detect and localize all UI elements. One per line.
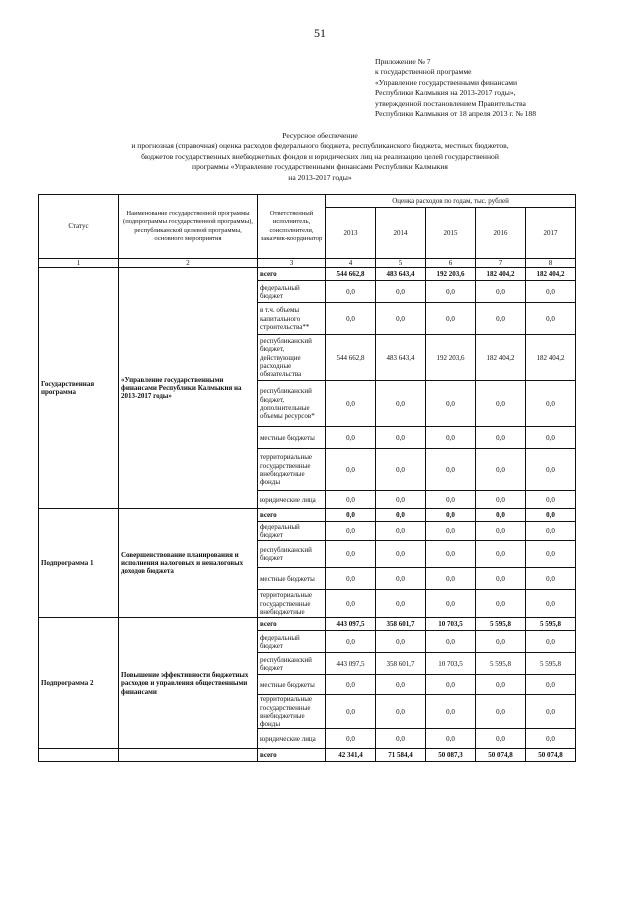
value-cell: 0,0 <box>326 522 376 541</box>
resource-table <box>38 194 576 762</box>
col-number: 7 <box>476 259 526 268</box>
value-cell: 0,0 <box>376 303 426 335</box>
status-cell: Государственная программа <box>39 268 119 509</box>
funding-source-cell: местные бюджеты <box>258 568 326 590</box>
value-cell: 0,0 <box>376 729 426 749</box>
value-cell: 0,0 <box>376 541 426 568</box>
funding-source-cell: республиканский бюджет <box>258 653 326 675</box>
value-cell: 0,0 <box>476 675 526 695</box>
value-cell: 0,0 <box>476 695 526 729</box>
title-line: на 2013-2017 годы» <box>288 172 352 182</box>
value-cell: 5 595,8 <box>526 618 576 631</box>
value-cell: 182 404,2 <box>526 335 576 381</box>
funding-source-cell: республиканский бюджет <box>258 541 326 568</box>
value-cell: 0,0 <box>326 695 376 729</box>
value-cell: 544 662,8 <box>326 268 376 281</box>
funding-source-cell: всего <box>258 618 326 631</box>
funding-source-cell: всего <box>258 268 326 281</box>
funding-source-cell: юридические лица <box>258 729 326 749</box>
value-cell: 50 087,3 <box>426 749 476 762</box>
value-cell: 0,0 <box>426 491 476 509</box>
value-cell: 0,0 <box>526 491 576 509</box>
value-cell: 10 703,5 <box>426 653 476 675</box>
funding-source-cell: территориальные государственные внебюджетные <box>258 590 326 618</box>
header-year: 2014 <box>376 208 426 259</box>
title-line: Ресурсное обеспечение <box>282 131 358 140</box>
title-line: программы «Управление государственными финансами Республики Калмыкия <box>192 162 448 172</box>
value-cell: 0,0 <box>426 449 476 491</box>
value-cell: 0,0 <box>426 695 476 729</box>
col-number: 5 <box>376 259 426 268</box>
value-cell: 192 203,6 <box>426 335 476 381</box>
value-cell: 0,0 <box>526 568 576 590</box>
value-cell: 0,0 <box>426 590 476 618</box>
header-name: Наименование государственной программы (подпрограммы государственной программы), республиканской целевой программы, основного мероприятия <box>119 195 258 259</box>
table-row <box>39 268 576 281</box>
value-cell: 0,0 <box>426 509 476 522</box>
value-cell: 0,0 <box>526 729 576 749</box>
value-cell: 50 074,8 <box>526 749 576 762</box>
funding-source-cell: в т.ч. объемы капитального строительства** <box>258 303 326 335</box>
value-cell: 0,0 <box>326 509 376 522</box>
page-number: 51 <box>314 26 326 40</box>
value-cell: 0,0 <box>526 303 576 335</box>
value-cell: 483 643,4 <box>376 335 426 381</box>
appendix-line: к государственной программе <box>375 67 472 77</box>
col-number: 3 <box>258 259 326 268</box>
value-cell: 0,0 <box>426 522 476 541</box>
header-year: 2017 <box>526 208 576 259</box>
value-cell: 0,0 <box>326 449 376 491</box>
header-status: Статус <box>39 195 119 259</box>
value-cell: 0,0 <box>376 522 426 541</box>
table-row <box>39 749 576 762</box>
value-cell: 0,0 <box>376 427 426 449</box>
funding-source-cell: территориальные государственные внебюджетные фонды <box>258 695 326 729</box>
value-cell: 544 662,8 <box>326 335 376 381</box>
value-cell: 0,0 <box>526 522 576 541</box>
value-cell: 0,0 <box>526 695 576 729</box>
col-number: 1 <box>39 259 119 268</box>
value-cell: 0,0 <box>426 281 476 303</box>
funding-source-cell: всего <box>258 509 326 522</box>
value-cell: 0,0 <box>326 381 376 427</box>
value-cell: 0,0 <box>326 303 376 335</box>
value-cell: 0,0 <box>326 568 376 590</box>
value-cell: 0,0 <box>426 303 476 335</box>
col-number: 4 <box>326 259 376 268</box>
value-cell: 0,0 <box>376 695 426 729</box>
program-name-cell: Повышение эффективности бюджетных расходов и управления общественными финансами <box>119 618 258 749</box>
program-name-cell: «Управление государственными финансами Республики Калмыкия на 2013-2017 годы» <box>119 268 258 509</box>
col-number: 6 <box>426 259 476 268</box>
value-cell: 0,0 <box>376 590 426 618</box>
value-cell: 0,0 <box>326 729 376 749</box>
value-cell: 42 341,4 <box>326 749 376 762</box>
funding-source-cell: территориальные государственные внебюджетные фонды <box>258 449 326 491</box>
header-estimate: Оценка расходов по годам, тыс. рублей <box>326 195 576 208</box>
value-cell: 5 595,8 <box>476 653 526 675</box>
value-cell: 0,0 <box>376 381 426 427</box>
value-cell: 0,0 <box>326 427 376 449</box>
value-cell: 182 404,2 <box>476 268 526 281</box>
value-cell: 358 601,7 <box>376 618 426 631</box>
value-cell: 358 601,7 <box>376 653 426 675</box>
value-cell: 182 404,2 <box>476 335 526 381</box>
value-cell: 0,0 <box>376 491 426 509</box>
value-cell: 0,0 <box>476 303 526 335</box>
value-cell: 0,0 <box>376 631 426 653</box>
value-cell: 0,0 <box>526 675 576 695</box>
value-cell: 0,0 <box>426 541 476 568</box>
appendix-block <box>375 57 625 119</box>
value-cell: 0,0 <box>476 281 526 303</box>
header-year: 2015 <box>426 208 476 259</box>
value-cell: 0,0 <box>326 590 376 618</box>
status-cell: Подпрограмма 1 <box>39 509 119 618</box>
document-title <box>100 131 540 183</box>
status-cell: Подпрограмма 2 <box>39 618 119 749</box>
value-cell: 0,0 <box>476 541 526 568</box>
value-cell: 0,0 <box>426 675 476 695</box>
value-cell: 0,0 <box>526 427 576 449</box>
value-cell: 0,0 <box>526 590 576 618</box>
appendix-line: Республики Калмыкия на 2013-2017 годы», <box>375 88 516 98</box>
funding-source-cell: республиканский бюджет, действующие расходные обязательства <box>258 335 326 381</box>
value-cell: 0,0 <box>476 491 526 509</box>
value-cell: 0,0 <box>326 541 376 568</box>
value-cell: 0,0 <box>476 449 526 491</box>
appendix-line: Приложение № 7 <box>375 57 431 66</box>
value-cell: 0,0 <box>476 509 526 522</box>
program-name-cell <box>119 749 258 762</box>
value-cell: 0,0 <box>376 675 426 695</box>
appendix-line: «Управление государственными финансами <box>375 77 518 87</box>
col-number: 8 <box>526 259 576 268</box>
value-cell: 0,0 <box>376 281 426 303</box>
value-cell: 0,0 <box>476 590 526 618</box>
value-cell: 0,0 <box>526 449 576 491</box>
value-cell: 0,0 <box>426 631 476 653</box>
table-row <box>39 509 576 522</box>
value-cell: 5 595,8 <box>526 653 576 675</box>
value-cell: 0,0 <box>426 381 476 427</box>
value-cell: 0,0 <box>476 729 526 749</box>
value-cell: 0,0 <box>526 509 576 522</box>
table-row <box>39 618 576 631</box>
title-line: и прогнозная (справочная) оценка расходов федерального бюджета, республиканского бюджета, местных бюджетов, <box>131 141 509 151</box>
value-cell: 10 703,5 <box>426 618 476 631</box>
value-cell: 5 595,8 <box>476 618 526 631</box>
funding-source-cell: местные бюджеты <box>258 675 326 695</box>
funding-source-cell: федеральный бюджет <box>258 631 326 653</box>
value-cell: 0,0 <box>326 631 376 653</box>
value-cell: 50 074,8 <box>476 749 526 762</box>
value-cell: 0,0 <box>376 449 426 491</box>
value-cell: 0,0 <box>326 491 376 509</box>
appendix-line: утвержденной постановлением Правительства <box>375 98 526 108</box>
title-line: бюджетов государственных внебюджетных фондов и юридических лиц на реализацию целей государственной <box>141 151 499 161</box>
value-cell: 0,0 <box>476 522 526 541</box>
value-cell: 0,0 <box>526 631 576 653</box>
value-cell: 0,0 <box>426 427 476 449</box>
value-cell: 443 097,5 <box>326 653 376 675</box>
value-cell: 0,0 <box>526 541 576 568</box>
funding-source-cell: всего <box>258 749 326 762</box>
funding-source-cell: республиканский бюджет, дополнительные объемы ресурсов* <box>258 381 326 427</box>
col-number: 2 <box>119 259 258 268</box>
value-cell: 182 404,2 <box>526 268 576 281</box>
value-cell: 0,0 <box>326 675 376 695</box>
funding-source-cell: федеральный бюджет <box>258 522 326 541</box>
header-year: 2013 <box>326 208 376 259</box>
value-cell: 192 203,6 <box>426 268 476 281</box>
header-year: 2016 <box>476 208 526 259</box>
value-cell: 483 643,4 <box>376 268 426 281</box>
value-cell: 0,0 <box>526 381 576 427</box>
value-cell: 71 584,4 <box>376 749 426 762</box>
value-cell: 0,0 <box>326 281 376 303</box>
value-cell: 0,0 <box>476 631 526 653</box>
value-cell: 0,0 <box>376 509 426 522</box>
value-cell: 0,0 <box>426 729 476 749</box>
value-cell: 0,0 <box>426 568 476 590</box>
funding-source-cell: федеральный бюджет <box>258 281 326 303</box>
funding-source-cell: юридические лица <box>258 491 326 509</box>
value-cell: 0,0 <box>476 381 526 427</box>
appendix-line: Республики Калмыкия от 18 апреля 2013 г. № 188 <box>375 109 536 119</box>
value-cell: 0,0 <box>376 568 426 590</box>
status-cell <box>39 749 119 762</box>
header-executor: Ответственный исполнитель, соисполнители, заказчик-координатор <box>258 195 326 259</box>
value-cell: 443 097,5 <box>326 618 376 631</box>
funding-source-cell: местные бюджеты <box>258 427 326 449</box>
program-name-cell: Совершенствование планирования и исполнения налоговых и неналоговых доходов бюджета <box>119 509 258 618</box>
value-cell: 0,0 <box>476 568 526 590</box>
value-cell: 0,0 <box>526 281 576 303</box>
value-cell: 0,0 <box>476 427 526 449</box>
